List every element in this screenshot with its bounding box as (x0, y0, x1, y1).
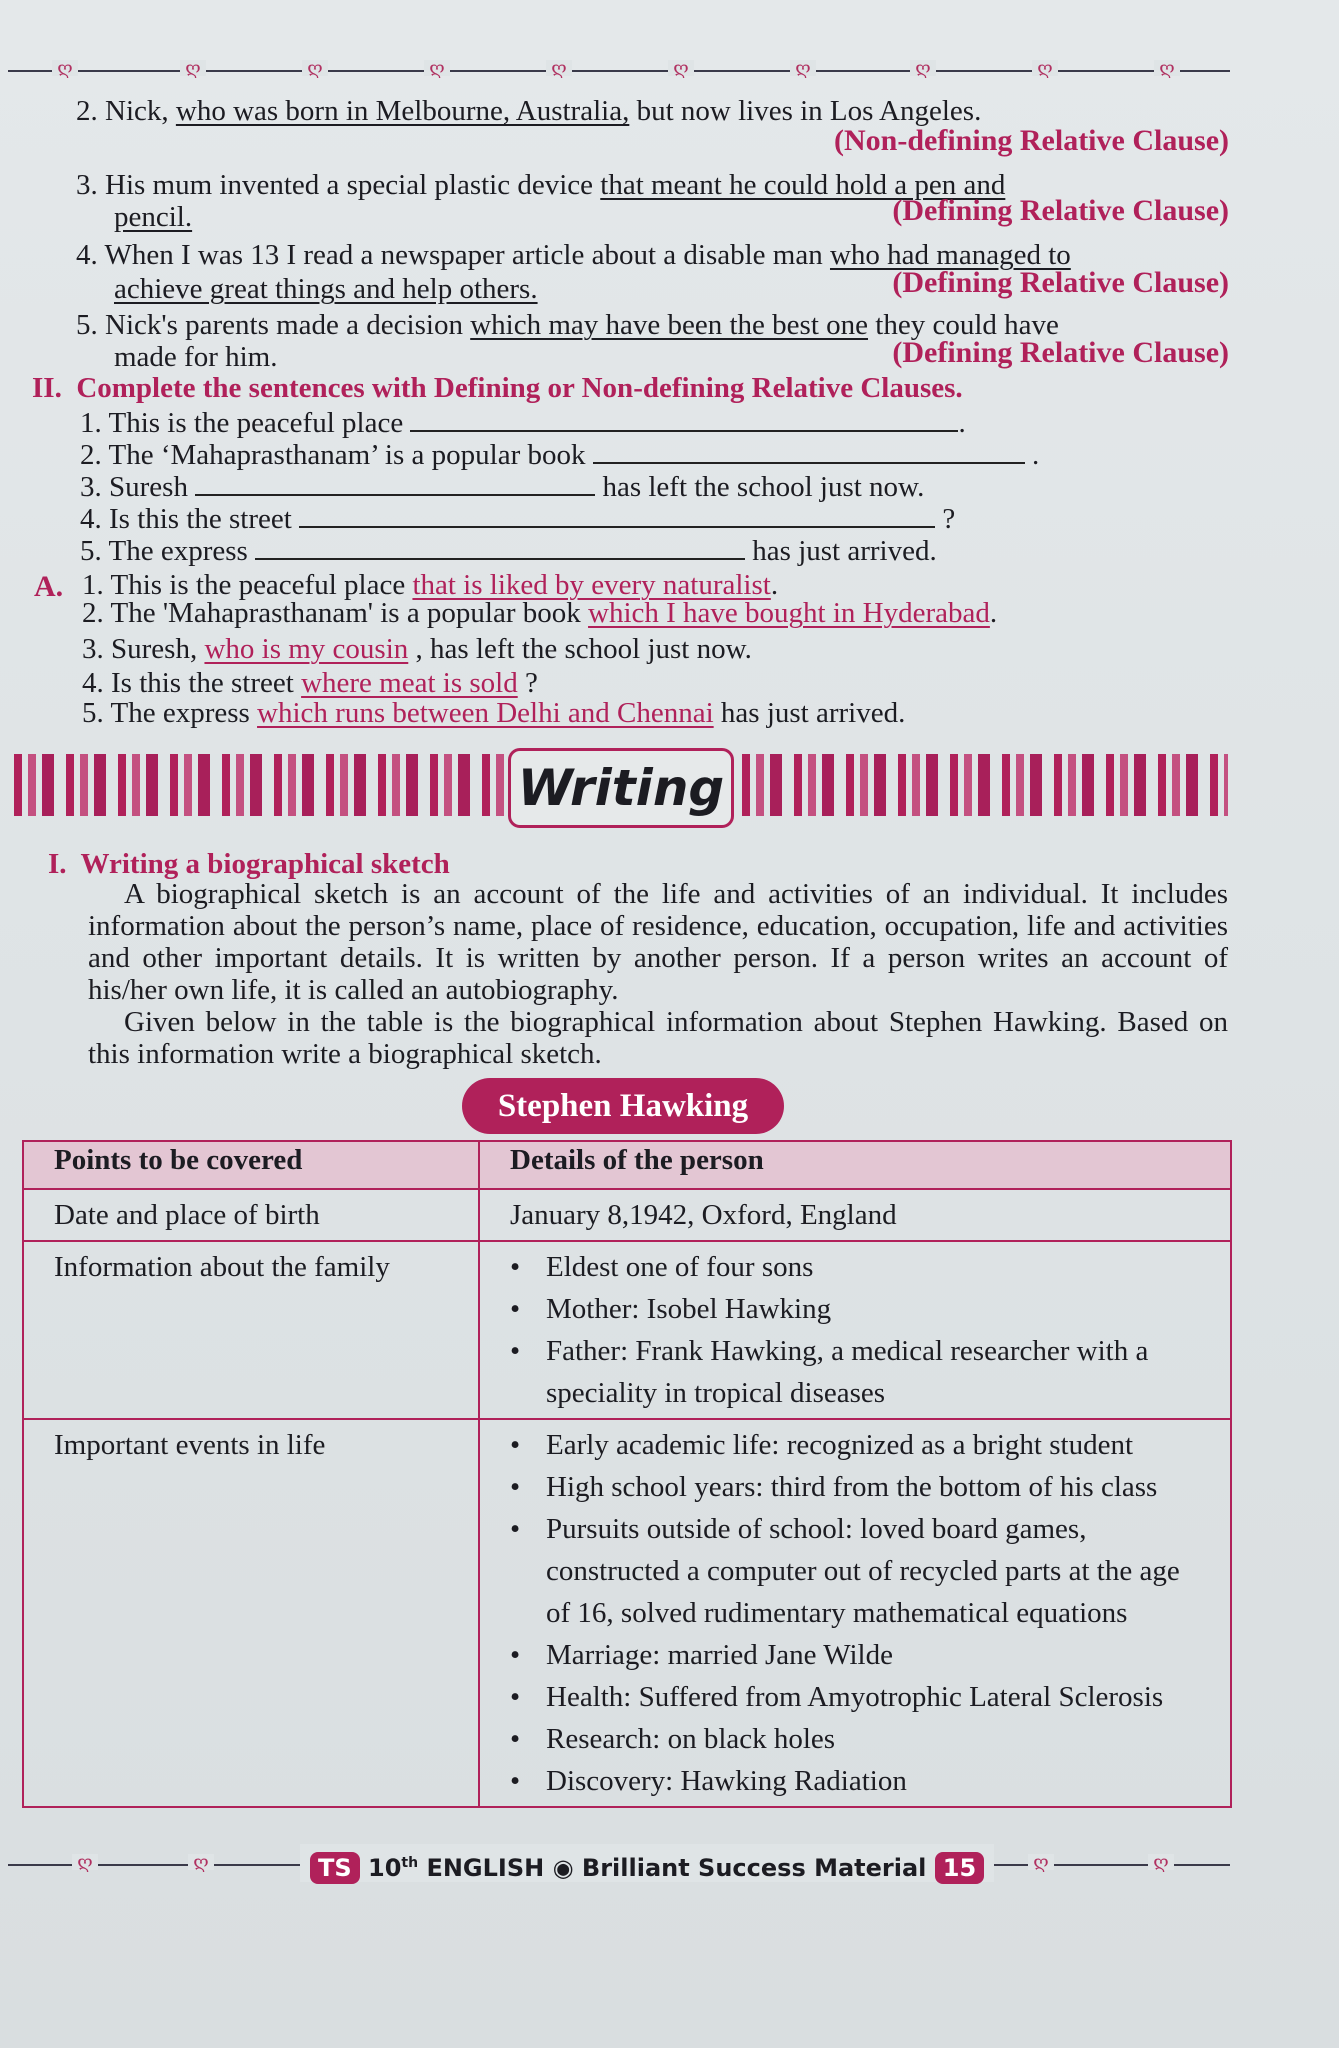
footer-grade-suffix: th (401, 1855, 419, 1871)
clause-tag: (Non-defining Relative Clause) (834, 124, 1229, 157)
exercise-i-item-4-line2: achieve great things and help others. (114, 273, 538, 305)
page-number: 15 (935, 1852, 984, 1884)
writing-banner-title: Writing (508, 748, 734, 828)
list-item: • Pursuits outside of school: loved board games, constructed a computer out of recycled parts at the age of 16, solved rudimentary mathematical equations (510, 1508, 1200, 1634)
answer-item-3: 3. Suresh, who is my cousin , has left the school just now. (82, 633, 752, 665)
clause-tag: (Defining Relative Clause) (892, 266, 1229, 299)
answer-item-5: 5. The express which runs between Delhi and Chennai has just arrived. (82, 697, 906, 729)
list-item: • Eldest one of four sons (510, 1246, 1200, 1288)
table-cell-point: Date and place of birth (23, 1189, 479, 1241)
biographical-info-table (22, 1140, 1232, 1808)
table-header: Details of the person (479, 1141, 1231, 1189)
footer-brand: Brilliant Success Material (581, 1854, 927, 1882)
clause-tag: (Defining Relative Clause) (892, 194, 1229, 227)
answer-item-1: 1. This is the peaceful place that is liked by every naturalist. (82, 569, 779, 601)
list-item: • Discovery: Hawking Radiation (510, 1760, 1200, 1802)
list-item: • Father: Frank Hawking, a medical researcher with a speciality in tropical diseases (510, 1330, 1200, 1414)
exercise-i-item-5: 5. Nick's parents made a decision which may have been the best one they could have (76, 309, 1059, 341)
exercise-ii-item-3: 3. Suresh has left the school just now. (80, 471, 925, 503)
table-cell-point: Important events in life (23, 1419, 479, 1807)
answer-item-2: 2. The 'Mahaprasthanam' is a popular book which I have bought in Hyderabad. (82, 597, 998, 629)
footer-grade: 10 (368, 1854, 402, 1882)
list-item: • High school years: third from the bottom of his class (510, 1466, 1200, 1508)
footer-separator-icon: ◉ (552, 1854, 574, 1882)
exercise-ii-item-2: 2. The ‘Mahaprasthanam’ is a popular book . (80, 439, 1040, 471)
table-cell-detail (479, 1241, 1231, 1419)
table-row (23, 1189, 1231, 1241)
table-cell-detail (479, 1419, 1231, 1807)
exercise-i-item-2: 2. Nick, who was born in Melbourne, Australia, but now lives in Los Angeles. (76, 95, 982, 127)
answer-item-4: 4. Is this the street where meat is sold ? (82, 667, 538, 699)
list-item: • Research: on black holes (510, 1718, 1200, 1760)
answers-label: A. (34, 570, 64, 603)
table-cell-point: Information about the family (23, 1241, 479, 1419)
writing-section-heading: I. Writing a biographical sketch (48, 848, 450, 880)
writing-intro-paragraph: A biographical sketch is an account of the life and activities of an individual. It includes information about the person’s name, place of residence, education, occupation, life and activities and other important details. It is written by another person. If a person writes an account of his/her own life, it is called an autobiography. (88, 878, 1228, 1006)
table-cell-detail: January 8,1942, Oxford, England (479, 1189, 1231, 1241)
exercise-i-item-3-line2: pencil. (114, 201, 193, 233)
table-row (23, 1241, 1231, 1419)
table-header-row (23, 1141, 1231, 1189)
footer-subject: ENGLISH (426, 1854, 545, 1882)
list-item: • Mother: Isobel Hawking (510, 1288, 1200, 1330)
exercise-i-item-5-line2: made for him. (114, 341, 278, 373)
table-row (23, 1419, 1231, 1807)
ts-badge: TS (310, 1852, 360, 1884)
writing-task-paragraph: Given below in the table is the biographical information about Stephen Hawking. Based on this information write a biographical sketch. (88, 1006, 1228, 1070)
subject-title-pill: Stephen Hawking (462, 1078, 784, 1134)
exercise-ii-item-1: 1. This is the peaceful place . (80, 407, 966, 439)
exercise-i-item-3: 3. His mum invented a special plastic device that meant he could hold a pen and (76, 169, 1006, 201)
exercise-ii-item-5: 5. The express has just arrived. (80, 535, 937, 567)
list-item: • Early academic life: recognized as a bright student (510, 1424, 1200, 1466)
exercise-ii-heading: II. Complete the sentences with Defining or Non-defining Relative Clauses. (32, 372, 963, 404)
bottom-ornament-divider: ღ ღ ღ ღ (8, 1852, 1230, 1878)
exercise-i-item-4: 4. When I was 13 I read a newspaper article about a disable man who had managed to (76, 239, 1071, 271)
clause-tag: (Defining Relative Clause) (892, 336, 1229, 369)
page-footer (300, 1844, 994, 1882)
list-item: • Marriage: married Jane Wilde (510, 1634, 1200, 1676)
top-ornament-divider: ღ ღ ღ ღ ღ ღ ღ ღ ღ ღ (8, 58, 1230, 84)
list-item: • Health: Suffered from Amyotrophic Lateral Sclerosis (510, 1676, 1200, 1718)
table-header: Points to be covered (23, 1141, 479, 1189)
exercise-ii-item-4: 4. Is this the street ? (80, 503, 956, 535)
